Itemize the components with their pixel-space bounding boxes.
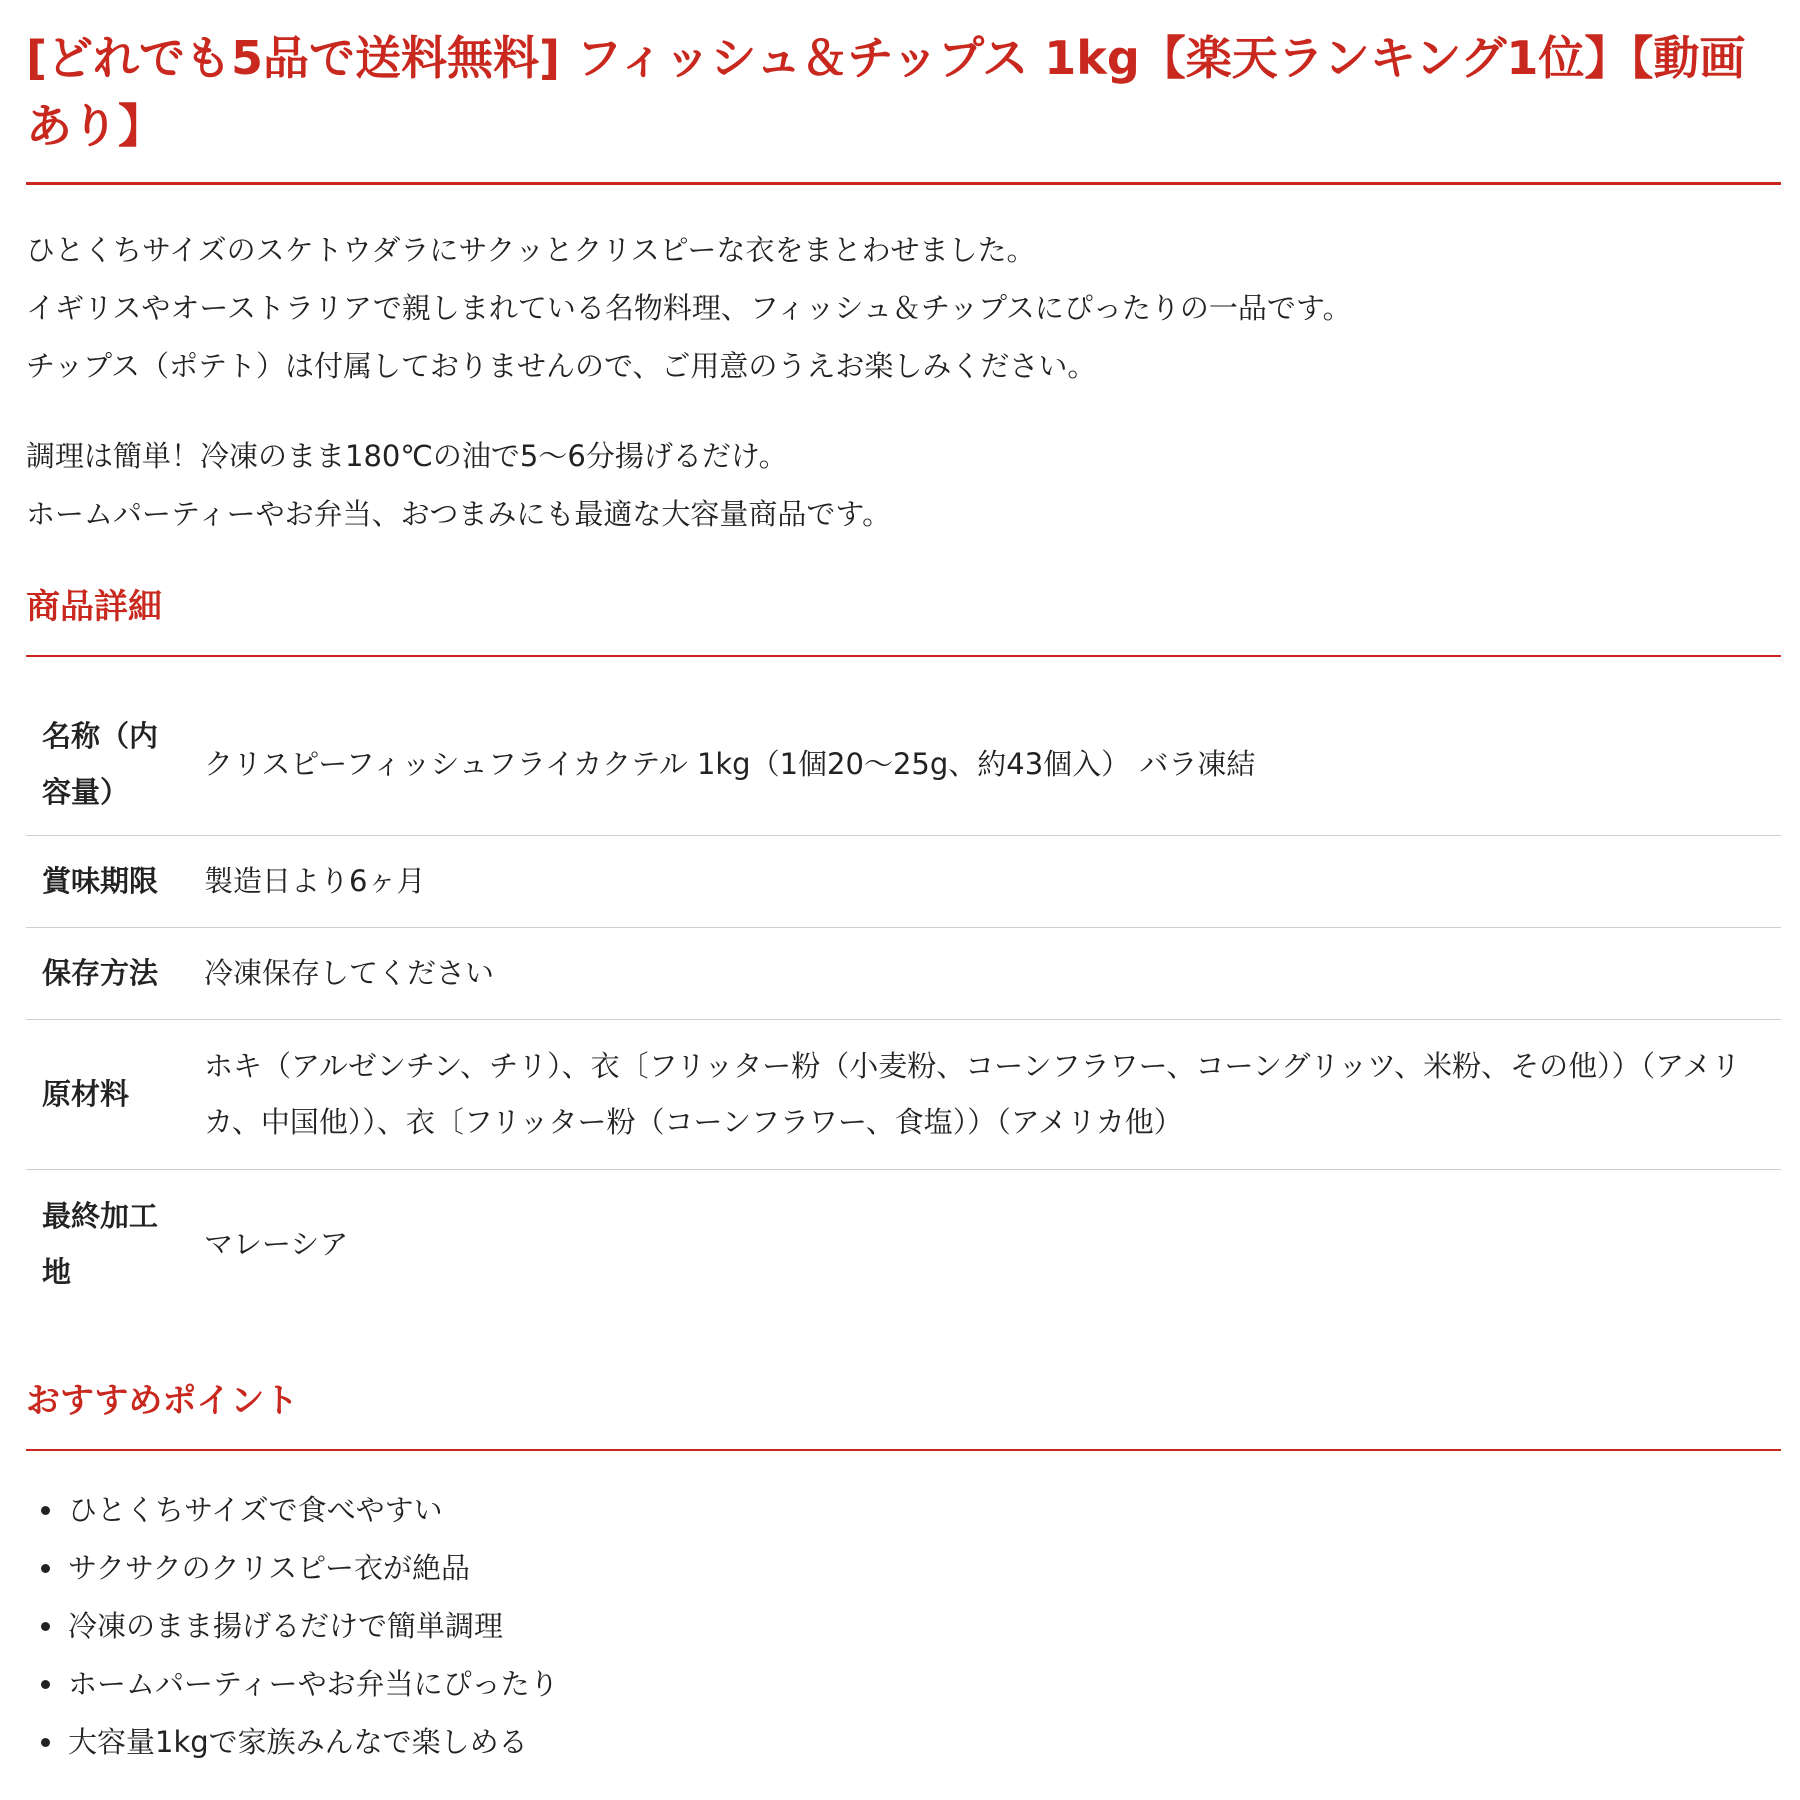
details-value: 製造日より6ヶ月 bbox=[188, 835, 1781, 927]
product-title: [どれでも5品で送料無料] フィッシュ＆チップス 1kg【楽天ランキング1位】【動画あり】 bbox=[26, 20, 1781, 185]
details-row-origin bbox=[26, 1169, 1781, 1319]
details-row-name bbox=[26, 693, 1781, 835]
details-row-storage bbox=[26, 927, 1781, 1019]
details-value: マレーシア bbox=[204, 1227, 349, 1262]
list-item: • 冷凍のまま揚げるだけで簡単調理 bbox=[66, 1597, 1780, 1655]
details-heading: 商品詳細 bbox=[26, 585, 1781, 657]
list-item: • ホームパーティーやお弁当にぴったり bbox=[66, 1655, 1780, 1713]
details-table bbox=[26, 693, 1781, 1319]
details-label: 保存方法 bbox=[26, 927, 188, 1019]
description-line: ひとくちサイズのスケトウダラにサクッとクリスピーな衣をまとわせました。 bbox=[26, 233, 1036, 267]
points-list bbox=[26, 1481, 1780, 1771]
list-item: • サクサクのクリスピー衣が絶品 bbox=[66, 1539, 1780, 1597]
description-line: ホームパーティーやお弁当、おつまみにも最適な大容量商品です。 bbox=[26, 497, 892, 531]
details-value: 冷凍保存してください bbox=[188, 927, 1781, 1019]
description-line: チップス（ポテト）は付属しておりませんので、ご用意のうえお楽しみください。 bbox=[26, 349, 1097, 383]
points-heading: おすすめポイント bbox=[26, 1379, 1781, 1451]
product-description bbox=[26, 221, 1780, 543]
details-value: ホキ（アルゼンチン、チリ）、衣〔フリッター粉（小麦粉、コーンフラワー、コーングリッツ、米粉、その他））（アメリカ、中国他））、衣〔フリッター粉（コーンフラワー、食塩））（アメリカ他） bbox=[188, 1019, 1781, 1169]
details-label: 名称（内容量） bbox=[26, 693, 188, 835]
details-row-best-before bbox=[26, 835, 1781, 927]
description-line: イギリスやオーストラリアで親しまれている名物料理、フィッシュ＆チップスにぴったりの一品です。 bbox=[26, 291, 1352, 325]
paragraph-spacer bbox=[26, 395, 1780, 427]
details-value: クリスピーフィッシュフライカクテル 1kg（1個20〜25g、約43個入） バラ凍結 bbox=[188, 693, 1781, 835]
details-label: 原材料 bbox=[26, 1019, 188, 1169]
details-row-ingredients bbox=[26, 1019, 1781, 1169]
list-item: • 大容量1kgで家族みんなで楽しめる bbox=[66, 1713, 1780, 1771]
list-item: • ひとくちサイズで食べやすい bbox=[66, 1481, 1780, 1539]
details-label: 最終加工地 bbox=[42, 1199, 159, 1290]
description-line: 調理は簡単！冷凍のまま180℃の油で5〜6分揚げるだけ。 bbox=[26, 439, 788, 473]
details-label: 賞味期限 bbox=[26, 835, 188, 927]
